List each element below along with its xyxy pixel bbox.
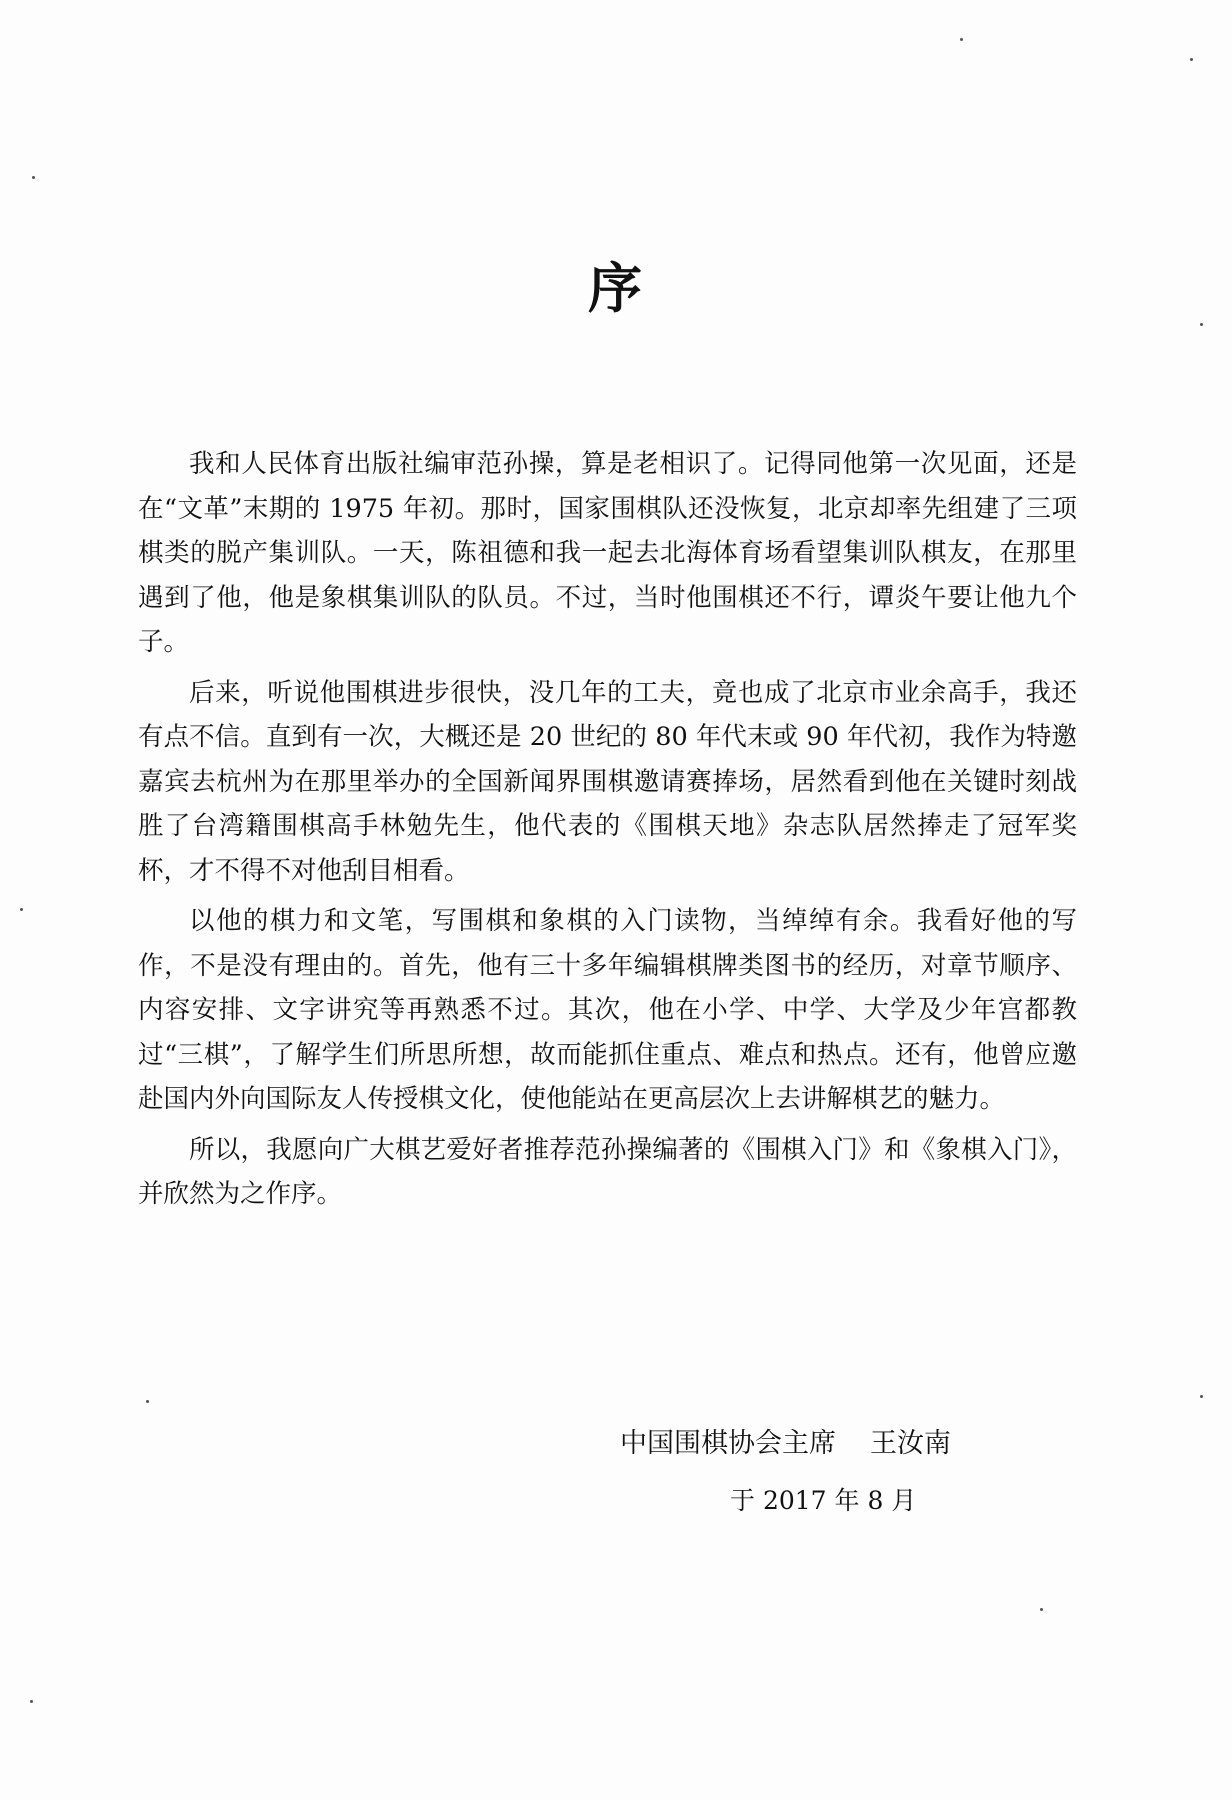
signature-organization: 中国围棋协会主席 — [620, 1428, 836, 1459]
scan-speck — [1200, 1395, 1203, 1398]
signature-block — [620, 1424, 951, 1521]
scan-speck — [1200, 323, 1203, 326]
signature-line — [620, 1424, 951, 1464]
paragraph-4: 所以，我愿向广大棋艺爱好者推荐范孙操编著的《围棋入门》和《象棋入门》，并欣然为之作序。 — [138, 1134, 1077, 1209]
page-title: 序 — [588, 256, 644, 320]
scan-speck — [30, 1700, 33, 1703]
preface-body — [138, 442, 1077, 1223]
signature-name: 王汝南 — [870, 1428, 951, 1459]
scan-speck — [32, 176, 35, 179]
paragraph-3: 以他的棋力和文笔，写围棋和象棋的入门读物，当绰绰有余。我看好他的写作，不是没有理由的。首先，他有三十多年编辑棋牌类图书的经历，对章节顺序、内容安排、文字讲究等再熟悉不过。其次，他在小学、中学、大学及少年宫都教过“三棋”，了解学生们所思所想，故而能抓住重点、难点和热点。还有，他曾应邀赴国内外向国际友人传授棋文化，使他能站在更高层次上去讲解棋艺的魅力。 — [138, 906, 1077, 1114]
scan-speck — [146, 1400, 149, 1403]
scan-speck — [20, 908, 23, 911]
scan-speck — [1190, 58, 1193, 61]
scan-speck — [1040, 1608, 1043, 1611]
signature-date: 于 2017 年 8 月 — [730, 1486, 917, 1515]
paragraph-1: 我和人民体育出版社编审范孙操，算是老相识了。记得同他第一次见面，还是在“文革”末期的 1975 年初。那时，国家围棋队还没恢复，北京却率先组建了三项棋类的脱产集训队。一天，陈祖德和我一起去北海体育场看望集训队棋友，在那里遇到了他，他是象棋集训队的队员。不过，当时他围棋还不行，谭炎午要让他九个子。 — [138, 449, 1077, 657]
scan-speck — [960, 38, 963, 41]
paragraph-2: 后来，听说他围棋进步很快，没几年的工夫，竟也成了北京市业余高手，我还有点不信。直到有一次，大概还是 20 世纪的 80 年代末或 90 年代初，我作为特邀嘉宾去杭州为在那里举办的全国新闻界围棋邀请赛捧场，居然看到他在关键时刻战胜了台湾籍围棋高手林勉先生，他代表的《围棋天地》杂志队居然捧走了冠军奖杯，才不得不对他刮目相看。 — [138, 677, 1077, 886]
